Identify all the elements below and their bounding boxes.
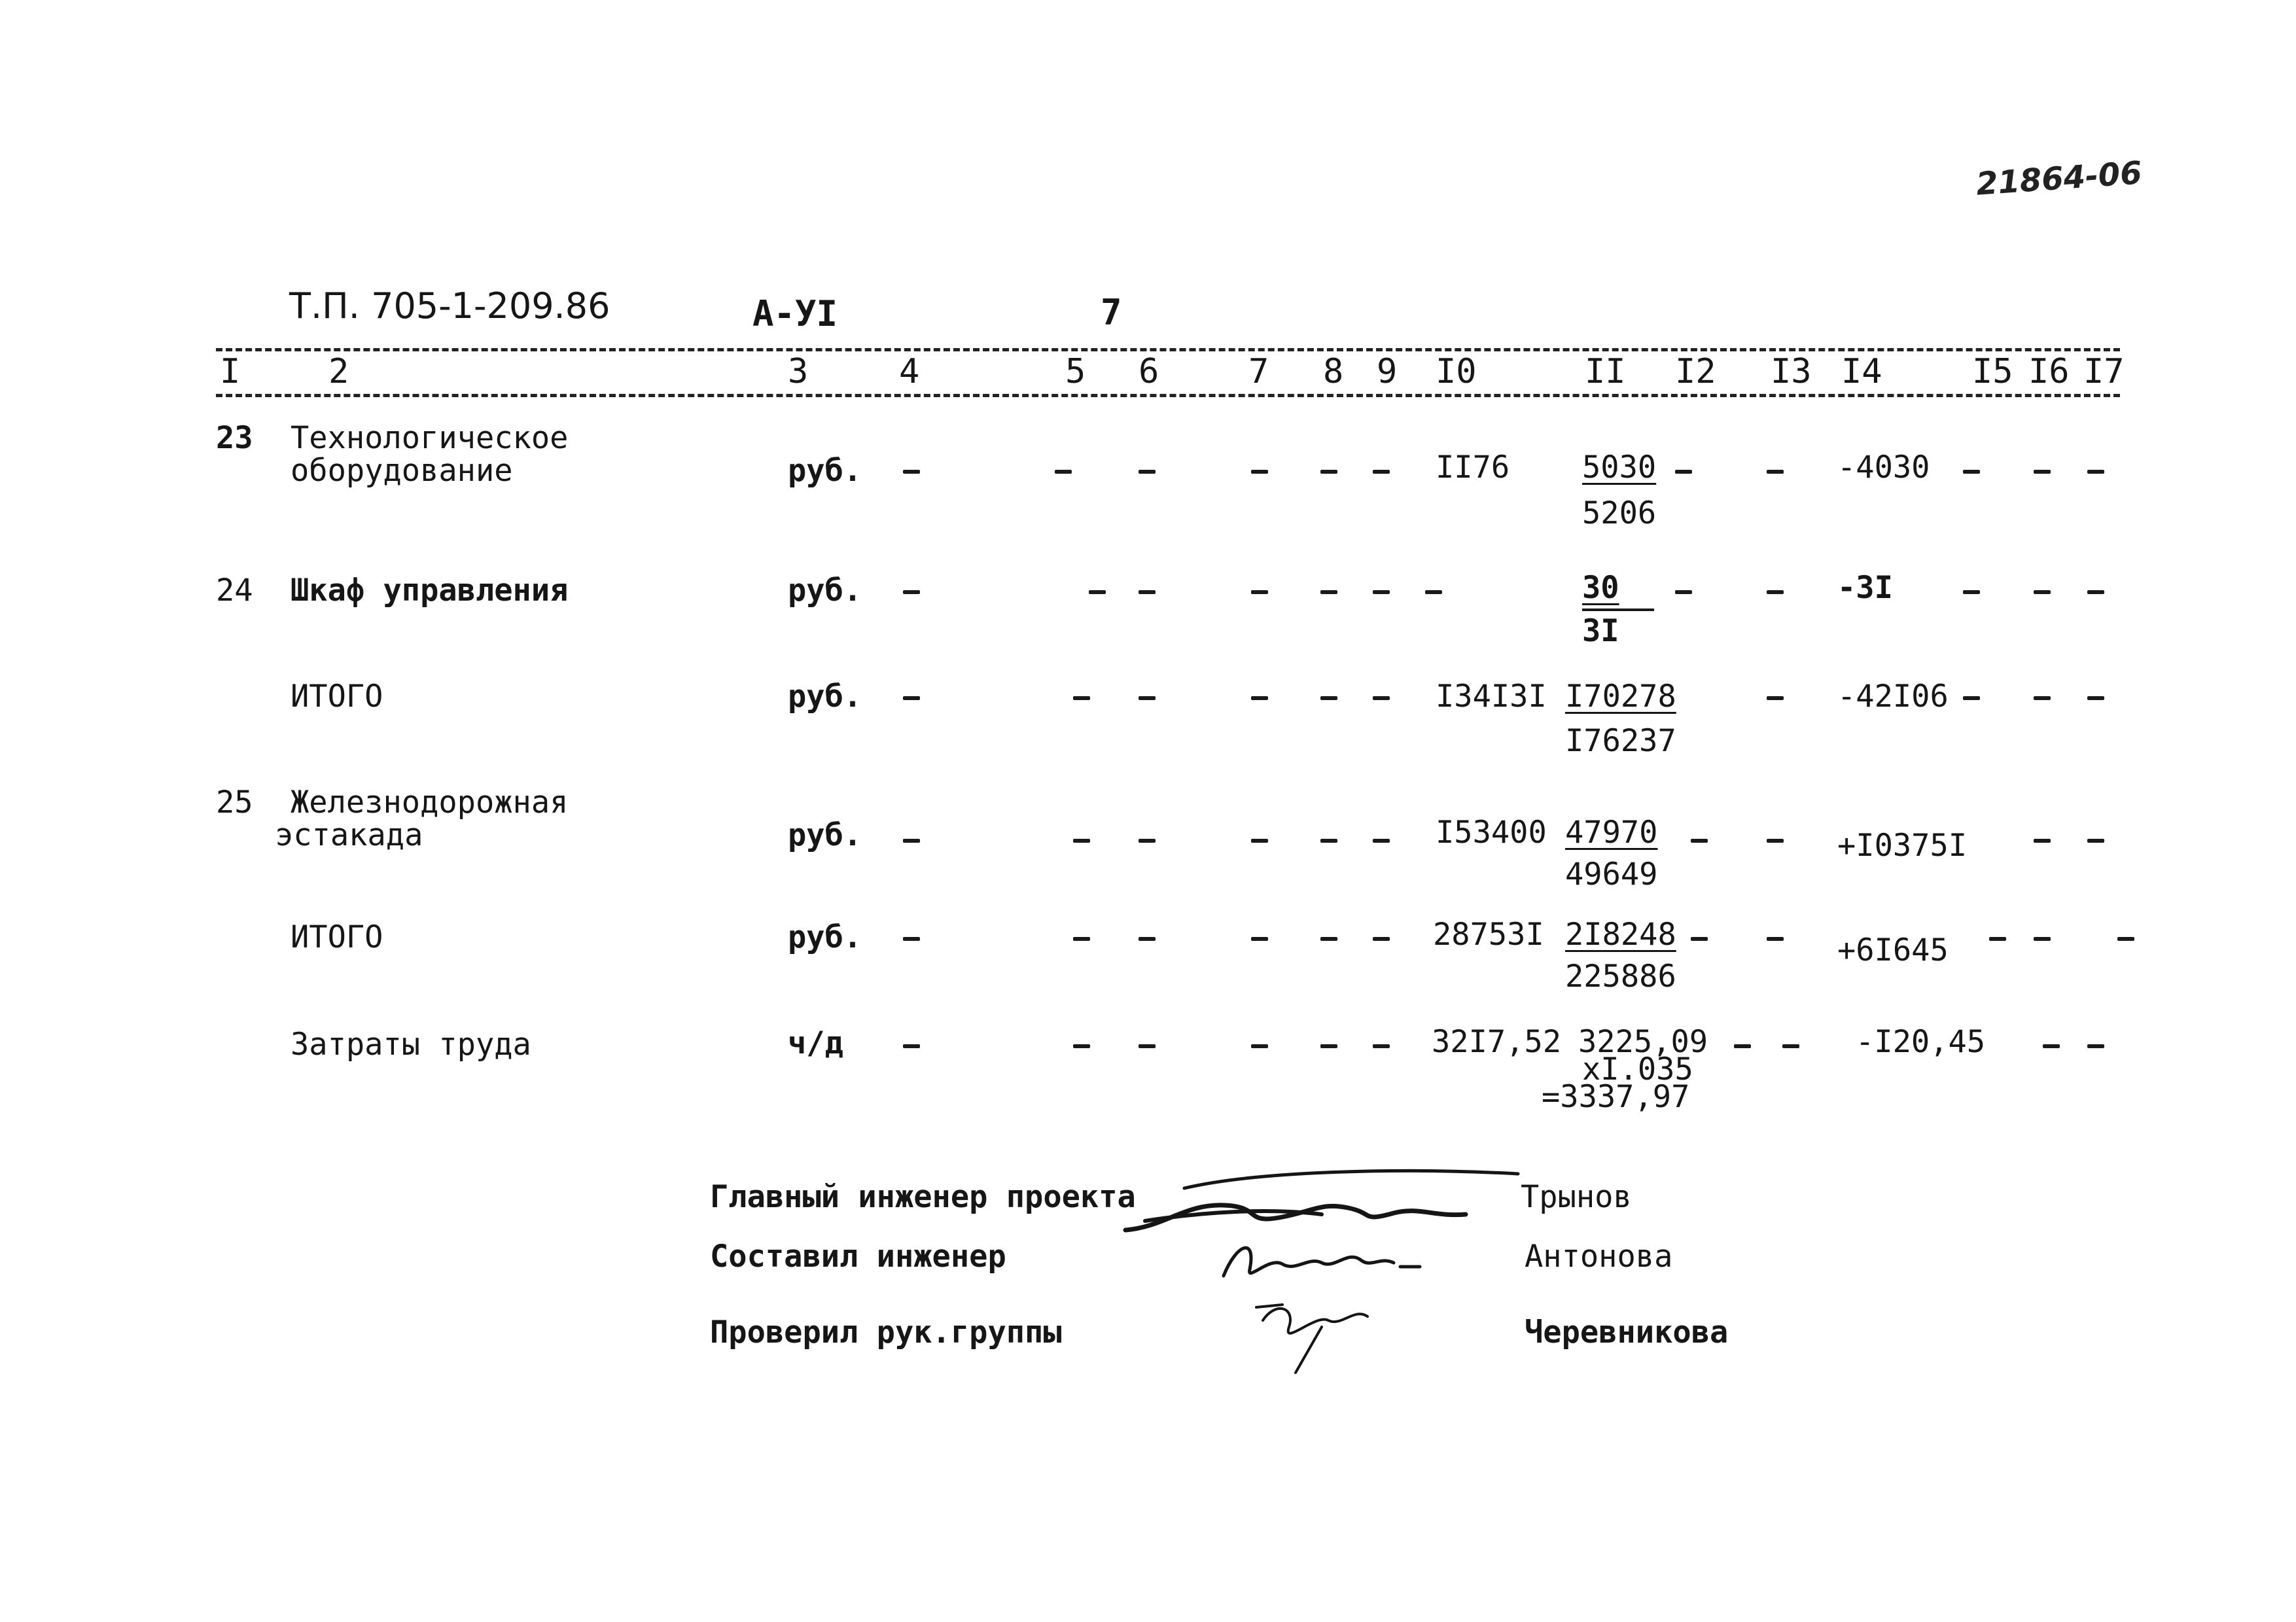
col-header-4: 4 (899, 352, 920, 391)
signature-name: Антонова (1525, 1239, 1673, 1275)
empty-cell-dash (1320, 696, 1337, 700)
album-code: А-УI (752, 293, 838, 334)
row-name: Затраты труда (291, 1027, 531, 1063)
empty-cell-dash (1251, 839, 1268, 843)
row-col14: -42I06 (1837, 679, 1949, 714)
empty-cell-dash (2087, 696, 2104, 700)
col-header-7: 7 (1248, 352, 1269, 391)
empty-cell-dash (1139, 1044, 1156, 1048)
empty-cell-dash (1089, 590, 1106, 594)
row-unit: руб. (788, 573, 862, 608)
handwritten-signature (1243, 1288, 1387, 1379)
header-bottom-rule (216, 394, 2120, 397)
row-unit: руб. (788, 453, 862, 489)
empty-cell-dash (1139, 590, 1156, 594)
row-col11-value: 3225,09 (1578, 1024, 1708, 1060)
col-header-10: I0 (1436, 352, 1477, 391)
empty-cell-dash (1767, 839, 1784, 843)
empty-cell-dash (1963, 696, 1980, 700)
empty-cell-dash (1320, 937, 1337, 941)
col-header-14: I4 (1841, 352, 1882, 391)
empty-cell-dash (1251, 590, 1268, 594)
signature-role: Главный инженер проекта (710, 1179, 1136, 1215)
project-number: Т.П. 705-1-209.86 (289, 285, 610, 326)
signature-role: Составил инженер (710, 1239, 1006, 1275)
row-name: ИТОГО (291, 919, 383, 955)
row-name: Технологическое (291, 420, 569, 456)
empty-cell-dash (2087, 590, 2104, 594)
row-col11-numerator: I70278 (1565, 679, 1676, 714)
row-number: 25 (216, 785, 253, 820)
col-header-17: I7 (2083, 352, 2125, 391)
row-name: Железнодорожная (291, 785, 569, 820)
signature-role: Проверил рук.группы (710, 1314, 1062, 1350)
col-header-13: I3 (1771, 352, 1812, 391)
empty-cell-dash (903, 839, 920, 843)
row-name-cont: эстакада (275, 817, 423, 853)
empty-cell-dash (2034, 470, 2051, 474)
col-header-15: I5 (1972, 352, 2013, 391)
row-col10: II76 (1436, 450, 1510, 485)
row-col11-denominator: 5206 (1582, 495, 1657, 531)
empty-cell-dash (1320, 590, 1337, 594)
col-header-5: 5 (1065, 352, 1086, 391)
empty-cell-dash (903, 1044, 920, 1048)
empty-cell-dash (1139, 470, 1156, 474)
empty-cell-dash (1767, 590, 1784, 594)
empty-cell-dash (1073, 937, 1090, 941)
row-col14: +6I645 (1837, 932, 1949, 968)
signature-name: Черевникова (1525, 1314, 1729, 1350)
empty-cell-dash (1251, 1044, 1268, 1048)
empty-cell-dash (2087, 470, 2104, 474)
empty-cell-dash (1425, 590, 1442, 594)
empty-cell-dash (1675, 470, 1692, 474)
empty-cell-dash (2117, 937, 2134, 941)
empty-cell-dash (1320, 839, 1337, 843)
row-col11-numerator: 2I8248 (1565, 917, 1676, 953)
row-name-cont: оборудование (291, 453, 513, 489)
empty-cell-dash (1782, 1044, 1799, 1048)
col-header-2: 2 (328, 352, 349, 391)
page-number: 7 (1101, 292, 1122, 333)
col-header-3: 3 (788, 352, 809, 391)
empty-cell-dash (1320, 1044, 1337, 1048)
col-header-8: 8 (1323, 352, 1344, 391)
empty-cell-dash (1767, 937, 1784, 941)
handwritten-signature (1217, 1230, 1426, 1289)
empty-cell-dash (2034, 937, 2051, 941)
empty-cell-dash (903, 696, 920, 700)
empty-cell-dash (1373, 590, 1390, 594)
row-number: 24 (216, 573, 253, 608)
row-col11-denominator: 225886 (1565, 959, 1676, 995)
empty-cell-dash (1251, 937, 1268, 941)
empty-cell-dash (903, 937, 920, 941)
empty-cell-dash (1373, 937, 1390, 941)
empty-cell-dash (1320, 470, 1337, 474)
empty-cell-dash (1373, 1044, 1390, 1048)
empty-cell-dash (2087, 839, 2104, 843)
row-unit: ч/д (788, 1025, 843, 1061)
empty-cell-dash (1073, 1044, 1090, 1048)
empty-cell-dash (1073, 839, 1090, 843)
row-col10: 28753I (1433, 917, 1544, 953)
empty-cell-dash (903, 470, 920, 474)
row-col11-numerator: 5030 (1582, 450, 1657, 485)
row-col14: -I20,45 (1856, 1024, 1986, 1060)
empty-cell-dash (2034, 839, 2051, 843)
empty-cell-dash (1989, 937, 2006, 941)
row-col14: -4030 (1837, 450, 1930, 485)
empty-cell-dash (1373, 696, 1390, 700)
row-col10: I53400 (1436, 815, 1547, 851)
col-header-16: I6 (2028, 352, 2070, 391)
row-unit: руб. (788, 817, 862, 853)
empty-cell-dash (1691, 839, 1708, 843)
empty-cell-dash (1734, 1044, 1751, 1048)
col-header-11: II (1585, 352, 1626, 391)
empty-cell-dash (1373, 470, 1390, 474)
row-number: 23 (216, 420, 253, 456)
empty-cell-dash (1373, 839, 1390, 843)
row-col11-denominator: I76237 (1565, 723, 1676, 759)
empty-cell-dash (1963, 470, 1980, 474)
empty-cell-dash (1055, 470, 1072, 474)
empty-cell-dash (1675, 590, 1692, 594)
fraction-bar (1582, 608, 1654, 611)
header-top-rule (216, 348, 2120, 351)
empty-cell-dash (1691, 937, 1708, 941)
empty-cell-dash (1139, 696, 1156, 700)
col-header-1: I (220, 352, 241, 391)
row-col11-denominator: 3I (1582, 613, 1619, 649)
col-header-6: 6 (1139, 352, 1159, 391)
row-unit: руб. (788, 919, 862, 955)
empty-cell-dash (1767, 696, 1784, 700)
row-col14: -3I (1837, 570, 1893, 606)
archive-stamp: 21864-06 (1975, 154, 2144, 203)
col-header-12: I2 (1675, 352, 1716, 391)
row-col11-numerator: 47970 (1565, 815, 1658, 851)
row-col11-result: =3337,97 (1542, 1079, 1690, 1115)
empty-cell-dash (1963, 590, 1980, 594)
empty-cell-dash (1073, 696, 1090, 700)
signature-name: Трынов (1521, 1179, 1632, 1215)
empty-cell-dash (903, 590, 920, 594)
empty-cell-dash (1139, 839, 1156, 843)
row-name: ИТОГО (291, 679, 383, 714)
empty-cell-dash (1251, 696, 1268, 700)
row-col11-denominator: 49649 (1565, 856, 1658, 892)
empty-cell-dash (1767, 470, 1784, 474)
row-col10: 32I7,52 (1432, 1024, 1562, 1060)
empty-cell-dash (2034, 590, 2051, 594)
column-header-row (0, 353, 2296, 399)
empty-cell-dash (1251, 470, 1268, 474)
row-col10: I34I3I (1436, 679, 1547, 714)
row-col11-coefficient: xI.035 (1582, 1051, 1693, 1087)
row-col11-numerator: 30 (1582, 570, 1619, 606)
empty-cell-dash (2087, 1044, 2104, 1048)
empty-cell-dash (1139, 937, 1156, 941)
row-unit: руб. (788, 679, 862, 714)
row-col14: +I0375I (1837, 828, 1968, 864)
empty-cell-dash (2034, 696, 2051, 700)
empty-cell-dash (2043, 1044, 2060, 1048)
col-header-9: 9 (1377, 352, 1398, 391)
row-name: Шкаф управления (291, 573, 569, 608)
